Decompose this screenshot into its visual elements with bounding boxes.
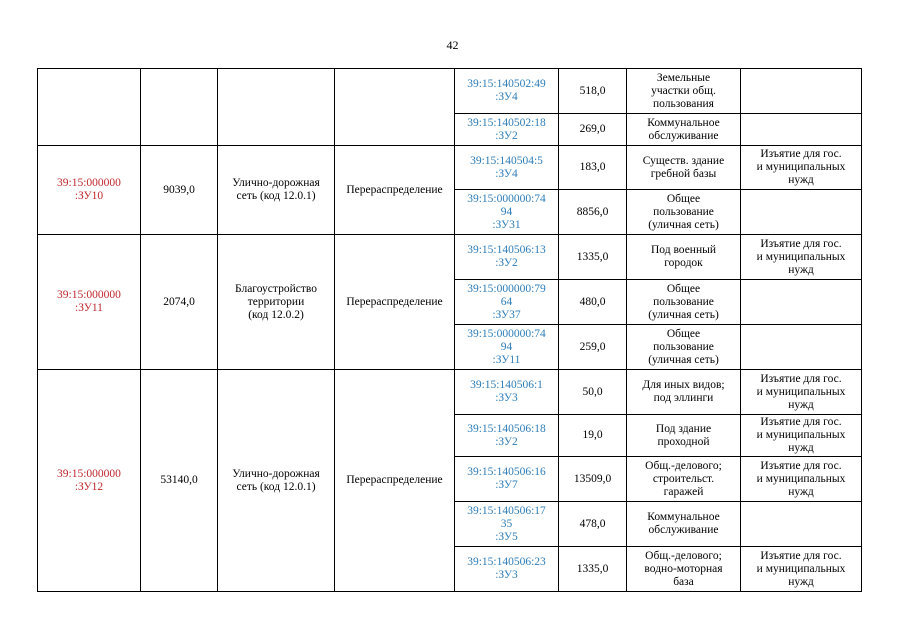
source-area-cell: 19,0 — [559, 415, 627, 457]
table-row — [38, 370, 862, 415]
note-cell: Изъятие для гос. и муниципальных нужд — [741, 370, 862, 415]
cadastral-number-cell: 39:15:140506:23 :ЗУ3 — [455, 547, 559, 592]
note-cell — [741, 69, 862, 114]
parcel-id-cell: 39:15:000000 :ЗУ10 — [38, 146, 141, 235]
cadastral-number-cell: 39:15:000000:74 94 :ЗУ11 — [455, 325, 559, 370]
source-area-cell: 478,0 — [559, 502, 627, 547]
note-cell — [741, 190, 862, 235]
parcel-area-cell: 9039,0 — [141, 146, 218, 235]
permitted-use-cell: Под военный городок — [627, 235, 741, 280]
table-row — [38, 146, 862, 190]
table-row — [38, 235, 862, 280]
note-cell: Изъятие для гос. и муниципальных нужд — [741, 547, 862, 592]
purpose-cell: Улично-дорожная сеть (код 12.0.1) — [218, 370, 335, 592]
permitted-use-cell: Коммунальное обслуживание — [627, 502, 741, 547]
parcel-area-cell — [141, 69, 218, 146]
permitted-use-cell: Общее пользование (уличная сеть) — [627, 280, 741, 325]
note-cell: Изъятие для гос. и муниципальных нужд — [741, 415, 862, 457]
note-cell: Изъятие для гос. и муниципальных нужд — [741, 235, 862, 280]
permitted-use-cell: Коммунальное обслуживание — [627, 114, 741, 146]
permitted-use-cell: Общее пользование (уличная сеть) — [627, 190, 741, 235]
parcel-id-cell — [38, 69, 141, 146]
permitted-use-cell: Земельные участки общ. пользования — [627, 69, 741, 114]
note-cell — [741, 114, 862, 146]
source-area-cell: 50,0 — [559, 370, 627, 415]
note-cell — [741, 325, 862, 370]
cadastral-number-cell: 39:15:140506:1 :ЗУ3 — [455, 370, 559, 415]
note-cell — [741, 280, 862, 325]
source-area-cell: 1335,0 — [559, 547, 627, 592]
note-cell — [741, 502, 862, 547]
cadastral-number-cell: 39:15:140506:16 :ЗУ7 — [455, 457, 559, 502]
parcel-area-cell: 53140,0 — [141, 370, 218, 592]
note-cell: Изъятие для гос. и муниципальных нужд — [741, 146, 862, 190]
cadastral-number-cell: 39:15:000000:74 94 :ЗУ31 — [455, 190, 559, 235]
parcel-id-cell: 39:15:000000 :ЗУ11 — [38, 235, 141, 370]
permitted-use-cell: Существ. здание гребной базы — [627, 146, 741, 190]
cadastral-number-cell: 39:15:140502:18 :ЗУ2 — [455, 114, 559, 146]
method-cell: Перераспределение — [335, 370, 455, 592]
cadastral-number-cell: 39:15:140506:18 :ЗУ2 — [455, 415, 559, 457]
permitted-use-cell: Для иных видов; под эллинги — [627, 370, 741, 415]
source-area-cell: 8856,0 — [559, 190, 627, 235]
permitted-use-cell: Общее пользование (уличная сеть) — [627, 325, 741, 370]
cadastral-number-cell: 39:15:000000:79 64 :ЗУ37 — [455, 280, 559, 325]
source-area-cell: 518,0 — [559, 69, 627, 114]
method-cell: Перераспределение — [335, 235, 455, 370]
purpose-cell: Благоустройство территории (код 12.0.2) — [218, 235, 335, 370]
method-cell — [335, 69, 455, 146]
parcel-area-cell: 2074,0 — [141, 235, 218, 370]
table-row — [38, 69, 862, 114]
source-area-cell: 13509,0 — [559, 457, 627, 502]
cadastral-number-cell: 39:15:140506:13 :ЗУ2 — [455, 235, 559, 280]
source-area-cell: 259,0 — [559, 325, 627, 370]
source-area-cell: 269,0 — [559, 114, 627, 146]
note-cell: Изъятие для гос. и муниципальных нужд — [741, 457, 862, 502]
cadastral-number-cell: 39:15:140504:5 :ЗУ4 — [455, 146, 559, 190]
parcel-id-cell: 39:15:000000 :ЗУ12 — [38, 370, 141, 592]
method-cell: Перераспределение — [335, 146, 455, 235]
permitted-use-cell: Общ.-делового; водно-моторная база — [627, 547, 741, 592]
purpose-cell — [218, 69, 335, 146]
source-area-cell: 183,0 — [559, 146, 627, 190]
page-number: 42 — [446, 38, 459, 52]
permitted-use-cell: Под здание проходной — [627, 415, 741, 457]
cadastral-number-cell: 39:15:140502:49 :ЗУ4 — [455, 69, 559, 114]
cadastral-number-cell: 39:15:140506:17 35 :ЗУ5 — [455, 502, 559, 547]
purpose-cell: Улично-дорожная сеть (код 12.0.1) — [218, 146, 335, 235]
permitted-use-cell: Общ.-делового; строительст. гаражей — [627, 457, 741, 502]
source-area-cell: 480,0 — [559, 280, 627, 325]
land-parcels-table — [37, 68, 862, 592]
source-area-cell: 1335,0 — [559, 235, 627, 280]
